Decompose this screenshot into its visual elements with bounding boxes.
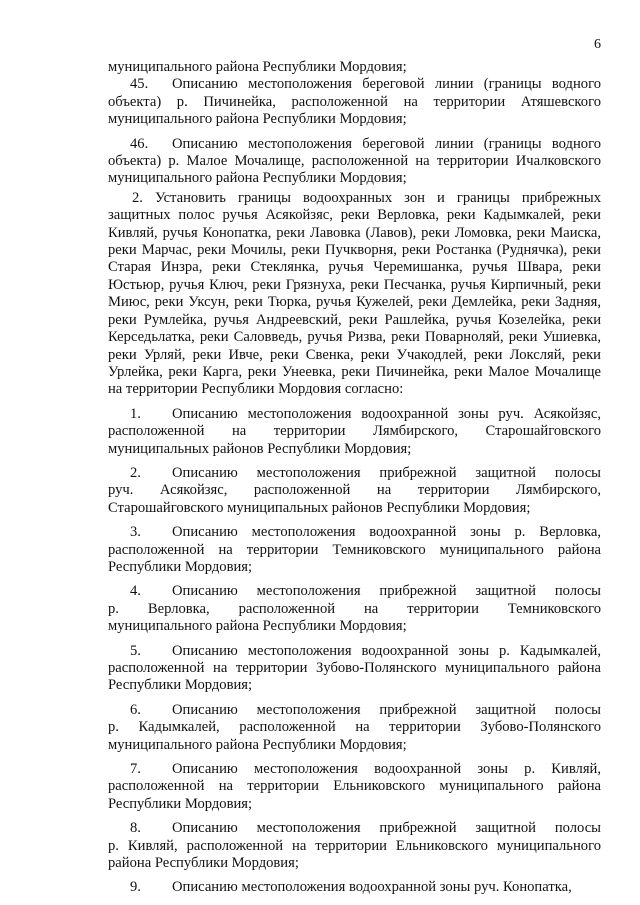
item-line: Описанию местоположения прибрежной защитной полосы — [172, 583, 601, 600]
list-item — [108, 524, 601, 576]
item-line: объекта) р. Пичинейка, расположенной на территории Атяшевского — [108, 93, 601, 110]
item-line: муниципального района Республики Мордовия; — [108, 618, 407, 635]
item-line: объекта) р. Малое Мочалище, расположенной на территории Ичалковского — [108, 153, 601, 170]
item-line: муниципальных районов Республики Мордовия; — [108, 440, 412, 457]
list-item — [108, 702, 601, 754]
paragraph-2 — [108, 190, 601, 399]
item-line: Описанию местоположения береговой линии (границы водного — [172, 135, 601, 152]
item-line: р. Кадымкалей, расположенной на территории Зубово-Полянского — [108, 719, 601, 736]
paragraph-line: защитных полос ручья Асякойзяс, реки Верловка, реки Кадымкалей, реки — [108, 207, 601, 224]
list-item — [108, 761, 601, 813]
item-number: 9. — [130, 879, 141, 896]
item-line: Описанию местоположения прибрежной защитной полосы — [172, 701, 601, 718]
paragraph-line: на территории Республики Мордовия согласно: — [108, 381, 404, 398]
list-section-a — [108, 76, 601, 187]
list-item — [108, 76, 601, 128]
item-line: Республики Мордовия; — [108, 795, 253, 812]
paragraph-line: реки Румлейка, ручья Андреевский, реки Рашлейка, ручья Козелейка, реки — [108, 311, 601, 328]
paragraph-line: Старая Инзра, реки Стеклянка, ручья Черемишанка, ручья Швара, реки — [108, 259, 601, 276]
item-number: 5. — [130, 642, 141, 659]
item-line: Описанию местоположения водоохранной зоны р. Кивляй, — [172, 761, 601, 778]
page-number: 6 — [594, 37, 601, 52]
item-line: Описанию местоположения водоохранной зоны руч. Асякойзяс, — [172, 405, 601, 422]
item-line: расположенной на территории Зубово-Полянского муниципального района — [108, 660, 601, 676]
item-line: муниципального района Республики Мордовия; — [108, 170, 407, 187]
item-line: р. Верловка, расположенной на территории Темниковского — [108, 600, 601, 617]
paragraph-line: Керседьлатка, реки Саловведь, ручья Ризва, реки Поварноляй, реки Ушиевка, — [108, 329, 601, 346]
list-item — [108, 136, 601, 188]
item-line: муниципального района Республики Мордовия; — [108, 111, 407, 128]
paragraph-line: 2. Установить границы водоохранных зон и границы прибрежных — [132, 189, 601, 206]
item-number: 8. — [130, 820, 141, 837]
item-line: муниципального района Республики Мордовия; — [108, 736, 407, 753]
item-line: Республики Мордовия; — [108, 677, 253, 694]
list-item — [108, 465, 601, 517]
item-number: 3. — [130, 524, 141, 541]
item-number: 46. — [130, 135, 149, 152]
item-line: расположенной на территории Ельниковского муниципального района — [108, 778, 601, 795]
list-item — [108, 406, 601, 458]
continuation-line: муниципального района Республики Мордовия; — [108, 59, 407, 75]
paragraph-line: Юстьюр, ручья Ключ, реки Грязнуха, реки Песчанка, ручья Кирпичный, реки — [108, 276, 601, 293]
paragraph-line: Урлейка, реки Карга, реки Унеевка, реки Пичинейка, реки Малое Мочалище — [108, 363, 601, 380]
document-body — [108, 59, 601, 897]
item-line: района Республики Мордовия; — [108, 855, 299, 872]
item-number: 2. — [130, 464, 141, 481]
paragraph-line: реки Урляй, реки Ивче, реки Свенка, реки Учакодлей, реки Локсляй, реки — [108, 346, 601, 363]
item-line: Описанию местоположения прибрежной защитной полосы — [172, 464, 601, 481]
list-section-b — [108, 399, 601, 897]
list-item — [108, 879, 601, 896]
item-number: 45. — [130, 76, 149, 93]
item-line: Описанию местоположения водоохранной зоны р. Кадымкалей, — [172, 642, 601, 659]
item-number: 4. — [130, 583, 141, 600]
item-line: Старошайговского муниципальных районов Республики Мордовия; — [108, 499, 531, 516]
item-line: расположенной на территории Лямбирского, Старошайговского — [108, 423, 601, 440]
item-line: Описанию местоположения водоохранной зоны руч. Конопатка, — [172, 879, 572, 896]
item-line: Описанию местоположения прибрежной защитной полосы — [172, 820, 601, 837]
item-line: р. Кивляй, расположенной на территории Ельниковского муниципального — [108, 837, 601, 854]
item-line: руч. Асякойзяс, расположенной на территории Лямбирского, — [108, 482, 601, 499]
item-number: 1. — [130, 405, 141, 422]
item-line: Республики Мордовия; — [108, 558, 253, 575]
list-item — [108, 643, 601, 695]
item-number: 6. — [130, 701, 141, 718]
paragraph-line: Миюс, реки Уксун, реки Тюрка, ручья Кужелей, реки Демлейка, реки Задняя, — [108, 294, 601, 311]
list-item — [108, 820, 601, 872]
paragraph-line: Кивляй, ручья Конопатка, реки Лавовка (Лавов), реки Ломовка, реки Маиска, — [108, 224, 601, 241]
item-number: 7. — [130, 761, 141, 778]
item-line: Описанию местоположения береговой линии (границы водного — [172, 76, 601, 93]
paragraph-line: реки Марчас, реки Мочилы, реки Пучкворня, реки Ростанка (Руднячка), реки — [108, 242, 601, 259]
item-line: расположенной на территории Темниковского муниципального района — [108, 541, 601, 558]
item-line: Описанию местоположения водоохранной зоны р. Верловка, — [172, 524, 601, 541]
list-item — [108, 583, 601, 635]
